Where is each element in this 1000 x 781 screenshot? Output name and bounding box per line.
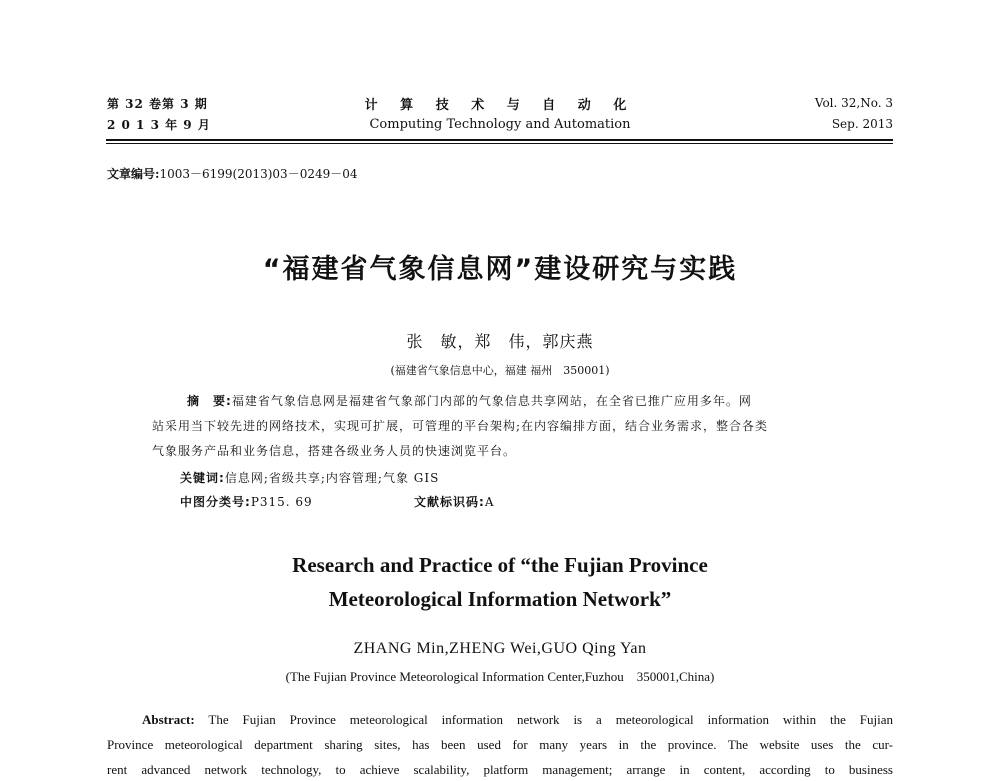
article-number-label: 文章编号: bbox=[107, 167, 160, 181]
journal-volume: Vol. 32,No. 3 bbox=[814, 96, 893, 110]
abstract-label-cn: 摘 要: bbox=[187, 394, 232, 408]
english-abstract-line-2: Province meteorological department sharing sites, has been used for many years in the province. The website uses the cur- bbox=[107, 737, 893, 752]
journal-name-cn: 计 算 技 术 与 自 动 化 bbox=[364, 98, 636, 113]
chinese-title: “福建省气象信息网”建设研究与实践 bbox=[262, 254, 738, 285]
english-title-line-2: Meteorological Information Network” bbox=[328, 587, 672, 611]
chinese-abstract-line-3: 气象服务产品和业务信息，搭建各级业务人员的快速浏览平台。 bbox=[152, 444, 517, 458]
keywords bbox=[180, 469, 439, 486]
document-code bbox=[414, 493, 494, 510]
clc-number bbox=[180, 493, 313, 510]
keywords-value: 信息网;省级共享;内容管理;气象 GIS bbox=[224, 471, 440, 485]
header-rule-thick bbox=[106, 139, 893, 141]
document-code-value: A bbox=[484, 495, 495, 509]
journal-date: 2 0 1 3 年 9 月 bbox=[107, 118, 211, 132]
document-code-label: 文献标识码: bbox=[414, 495, 485, 509]
english-abstract-line-3: rent advanced network technology, to achieve scalability, platform management; arrange in content, according to business bbox=[107, 762, 893, 777]
clc-label: 中图分类号: bbox=[180, 495, 251, 509]
article-number-value: 1003－6199(2013)03－0249－04 bbox=[159, 167, 358, 181]
chinese-abstract-line-1: 摘 要:福建省气象信息网是福建省气象部门内部的气象信息共享网站，在全省已推广应用多年。网 bbox=[187, 394, 752, 408]
english-authors: ZHANG Min,ZHENG Wei,GUO Qing Yan bbox=[353, 640, 647, 657]
journal-name-en: Computing Technology and Automation bbox=[369, 117, 631, 132]
chinese-affiliation: (福建省气象信息中心，福建 福州 350001) bbox=[390, 364, 610, 377]
abstract-label-en: Abstract: bbox=[142, 712, 195, 727]
english-abstract-line-1: Abstract: The Fujian Province meteorological information network is a meteorological information within the Fujian bbox=[142, 712, 894, 727]
header-rule-thin bbox=[106, 143, 893, 144]
journal-month: Sep. 2013 bbox=[831, 117, 893, 131]
clc-value: P315. 69 bbox=[250, 495, 313, 509]
journal-issue: 第 32 卷第 3 期 bbox=[107, 97, 208, 111]
keywords-label: 关键词: bbox=[180, 471, 225, 485]
english-title-line-1: Research and Practice of “the Fujian Province bbox=[292, 553, 708, 577]
chinese-authors: 张 敏，郑 伟，郭庆燕 bbox=[406, 332, 594, 351]
article-number bbox=[107, 165, 358, 182]
chinese-abstract-line-2: 站采用当下较先进的网络技术，实现可扩展，可管理的平台架构;在内容编排方面，结合业务需求，整合各类 bbox=[152, 419, 769, 433]
english-affiliation: (The Fujian Province Meteorological Information Center,Fuzhou 350001,China) bbox=[285, 669, 715, 684]
